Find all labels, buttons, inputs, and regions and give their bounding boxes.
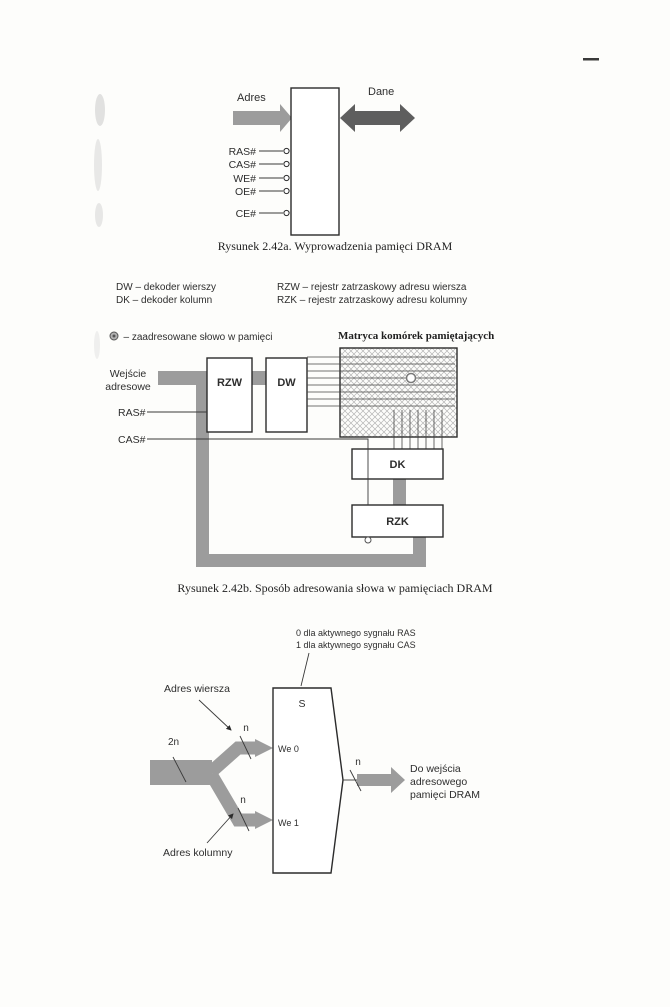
cas-label: CAS# [118,434,146,446]
mux-note-line1: 0 dla aktywnego sygnału RAS [296,628,416,638]
scan-smudge [95,203,103,227]
mux-select-label: S [298,698,306,710]
figure-a [218,86,453,253]
page-corner-mark [583,58,599,61]
addressed-word-legend-icon-dot [113,335,116,338]
dw-box-label: DW [277,377,296,389]
mux-we0-label: We 0 [278,744,299,754]
signal-pin-circle [284,188,289,193]
cas-junction-circle [365,537,371,543]
mux-note-line2: 1 dla aktywnego sygnału CAS [296,640,416,650]
signal-label-we: WE# [233,173,256,185]
rzw-box-label: RZW [216,377,243,389]
scan-smudge [95,94,105,126]
memory-cell-matrix [340,348,457,437]
input-label-line2: adresowe [105,381,151,393]
cas-line [147,439,368,505]
bus-width-n-output-label: n [355,757,361,768]
row-address-label: Adres wiersza [164,683,230,695]
scan-smudge [94,139,102,191]
rzw-box [207,358,252,432]
signal-pin-circle [284,210,289,215]
column-address-pointer [207,814,233,843]
dw-box [266,358,307,432]
scan-artifacts [94,58,599,359]
input-label-line1: Wejście [109,368,147,380]
figure-a-caption: Rysunek 2.42a. Wyprowadzenia pamięci DRAM [217,239,453,253]
figure-b-caption: Rysunek 2.42b. Sposób adresowania słowa w pamięciach DRAM [177,581,493,595]
signal-label-cas: CAS# [228,159,256,171]
dane-label: Dane [368,86,395,98]
ras-label: RAS# [118,407,146,419]
dk-box-label: DK [389,459,406,471]
scan-smudge [94,331,100,359]
matrix-title: Matryca komórek pamiętających [338,330,495,342]
legend-dw: DW – dekoder wierszy [116,282,217,293]
rzk-box-label: RZK [386,516,409,528]
output-text-line1: Do wejścia [410,763,461,775]
signal-pin-circle [284,175,289,180]
adres-label: Adres [237,92,266,104]
figure-b [105,282,494,595]
legend-symbol-text: – zaadresowane słowo w pamięci [123,332,273,343]
addressed-word-marker [407,374,416,383]
adres-bus-arrow [233,104,292,132]
mux-input-bus-arms [211,748,255,820]
bus-width-2n-label: 2n [168,737,180,748]
figure-c [150,628,480,873]
note-pointer-line [301,653,309,686]
row-address-pointer [199,700,231,730]
signal-label-ras: RAS# [228,146,256,158]
mux-we1-label: We 1 [278,818,299,828]
bus-width-n-lower-label: n [240,795,246,806]
control-signal-rows [229,146,290,220]
signal-pin-circle [284,161,289,166]
legend-dk: DK – dekoder kolumn [116,295,213,306]
signal-pin-circle [284,148,289,153]
column-address-label: Adres kolumny [163,847,233,859]
output-text-line2: adresowego [410,776,468,788]
output-text-line3: pamięci DRAM [410,789,481,801]
legend-rzw: RZW – rejestr zatrzaskowy adresu wiersza [277,282,467,293]
dane-bidirectional-arrow [340,104,415,132]
dram-chip-box [291,88,339,235]
bus-width-n-upper-label: n [243,723,249,734]
signal-label-oe: OE# [234,186,256,198]
legend-rzk: RZK – rejestr zatrzaskowy adresu kolumny [277,295,468,306]
multiplexer-body [273,688,343,873]
signal-label-ce: CE# [235,208,256,220]
